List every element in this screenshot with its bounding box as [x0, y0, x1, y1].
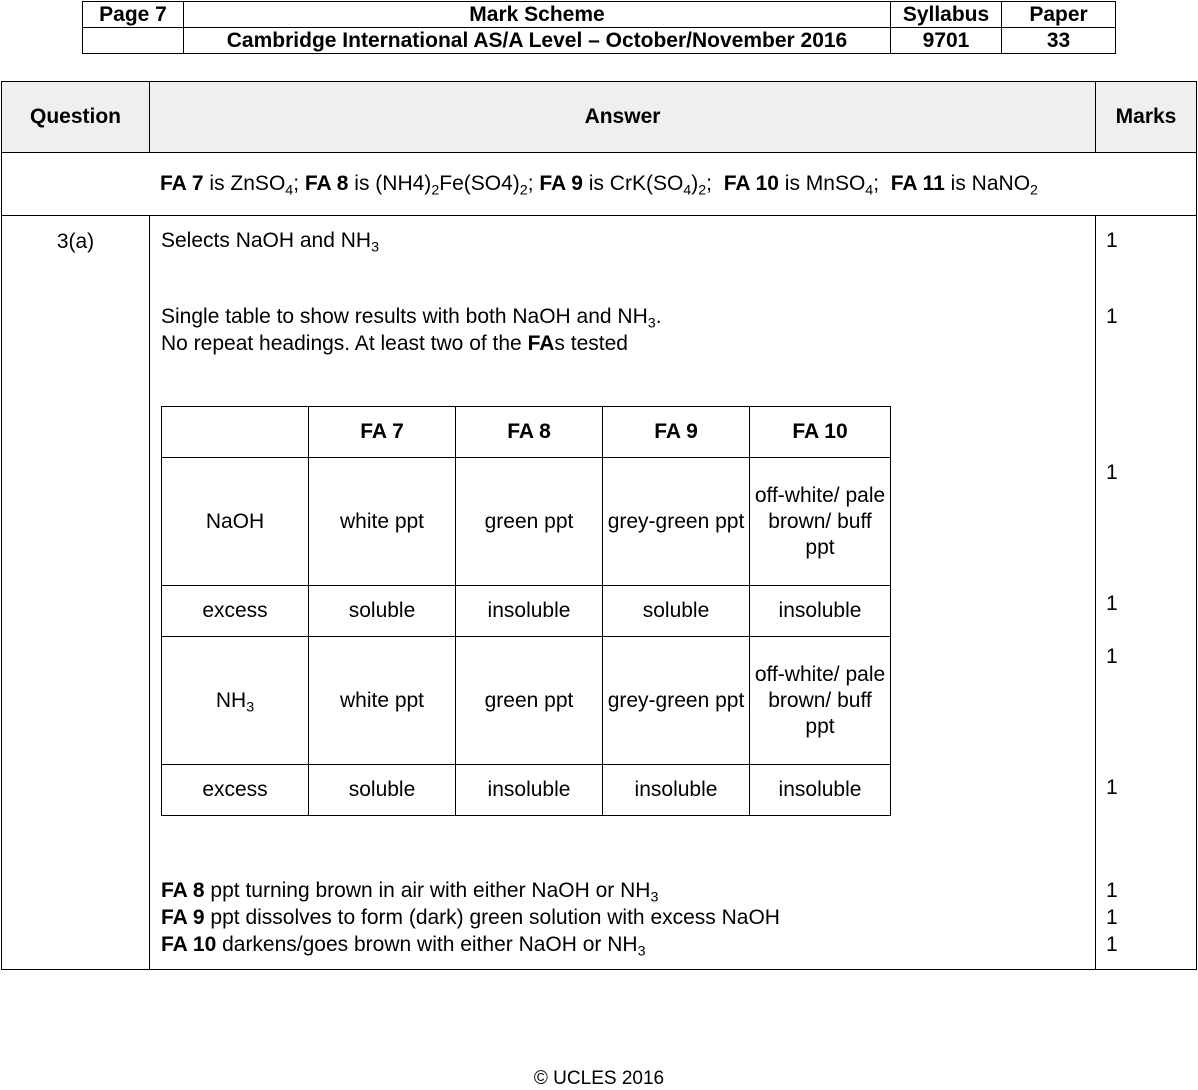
paper-code: 33 [1002, 28, 1116, 54]
mark-value: 1 [1106, 933, 1118, 956]
question-column-header: Question [2, 82, 150, 153]
results-header: FA 7 [309, 407, 456, 458]
exam-name: Cambridge International AS/A Level – October/November 2016 [184, 28, 891, 54]
result-cell: insoluble [750, 586, 891, 637]
result-cell: grey-green ppt [603, 458, 750, 586]
result-cell: soluble [309, 586, 456, 637]
reagent-cell: NaOH [162, 458, 309, 586]
result-cell: insoluble [456, 765, 603, 816]
results-header [162, 407, 309, 458]
document-title: Mark Scheme [184, 2, 891, 28]
result-cell: off-white/ pale brown/ buff ppt [750, 458, 891, 586]
answer-column-header: Answer [150, 82, 1096, 153]
result-cell: soluble [603, 586, 750, 637]
answer-line: Single table to show results with both NaOH and $NH_3$. [161, 305, 662, 332]
results-row [162, 586, 891, 637]
mark-value: 1 [1106, 229, 1118, 252]
result-cell: green ppt [456, 637, 603, 765]
results-header: FA 10 [750, 407, 891, 458]
result-cell: insoluble [750, 765, 891, 816]
reagent-cell: excess [162, 765, 309, 816]
results-header: FA 9 [603, 407, 750, 458]
results-table [161, 406, 891, 816]
result-cell: off-white/ pale brown/ buff ppt [750, 637, 891, 765]
answer-note: FA 8 ppt turning brown in air with either NaOH or $NH_3$ [161, 879, 659, 906]
result-cell: insoluble [603, 765, 750, 816]
mark-scheme-table [1, 81, 1197, 970]
empty-cell [83, 28, 184, 54]
result-cell: insoluble [456, 586, 603, 637]
mark-value: 1 [1106, 592, 1118, 615]
mark-value: 1 [1106, 461, 1118, 484]
answer-line: Selects NaOH and $NH_3$ [161, 229, 380, 256]
answer-line: No repeat headings. At least two of the FAs tested [161, 332, 628, 355]
result-cell: white ppt [309, 458, 456, 586]
marks-cell [1096, 216, 1197, 970]
results-row [162, 765, 891, 816]
mark-value: 1 [1106, 879, 1118, 902]
reagent-cell: excess [162, 586, 309, 637]
syllabus-code: 9701 [891, 28, 1002, 54]
syllabus-label: Syllabus [891, 2, 1002, 28]
answer-note: FA 10 darkens/goes brown with either NaOH or $NH_3$ [161, 933, 646, 960]
page-number: Page 7 [83, 2, 184, 28]
question-number: 3(a) [2, 216, 150, 970]
header-table [82, 1, 1116, 54]
mark-value: 1 [1106, 776, 1118, 799]
mark-value: 1 [1106, 906, 1118, 929]
answer-cell [150, 216, 1096, 970]
result-cell: grey-green ppt [603, 637, 750, 765]
mark-value: 1 [1106, 645, 1118, 668]
result-cell: white ppt [309, 637, 456, 765]
answer-note: FA 9 ppt dissolves to form (dark) green solution with excess NaOH [161, 906, 780, 929]
mark-value: 1 [1106, 305, 1118, 328]
paper-label: Paper [1002, 2, 1116, 28]
results-row [162, 637, 891, 765]
result-cell: green ppt [456, 458, 603, 586]
substance-identities: FA 7 is ZnSO$_4$; FA 8 is $(NH4)_2Fe(SO4)_2$; FA 9 is $CrK(SO_4)_2$; FA 10 is MnSO$_4$; FA 11 is NaNO$_2$ [2, 153, 1197, 216]
marks-column-header: Marks [1096, 82, 1197, 153]
copyright-footer: © UCLES 2016 [533, 1068, 665, 1089]
result-cell: soluble [309, 765, 456, 816]
reagent-cell: $NH_3$ [162, 637, 309, 765]
results-row [162, 458, 891, 586]
results-header: FA 8 [456, 407, 603, 458]
